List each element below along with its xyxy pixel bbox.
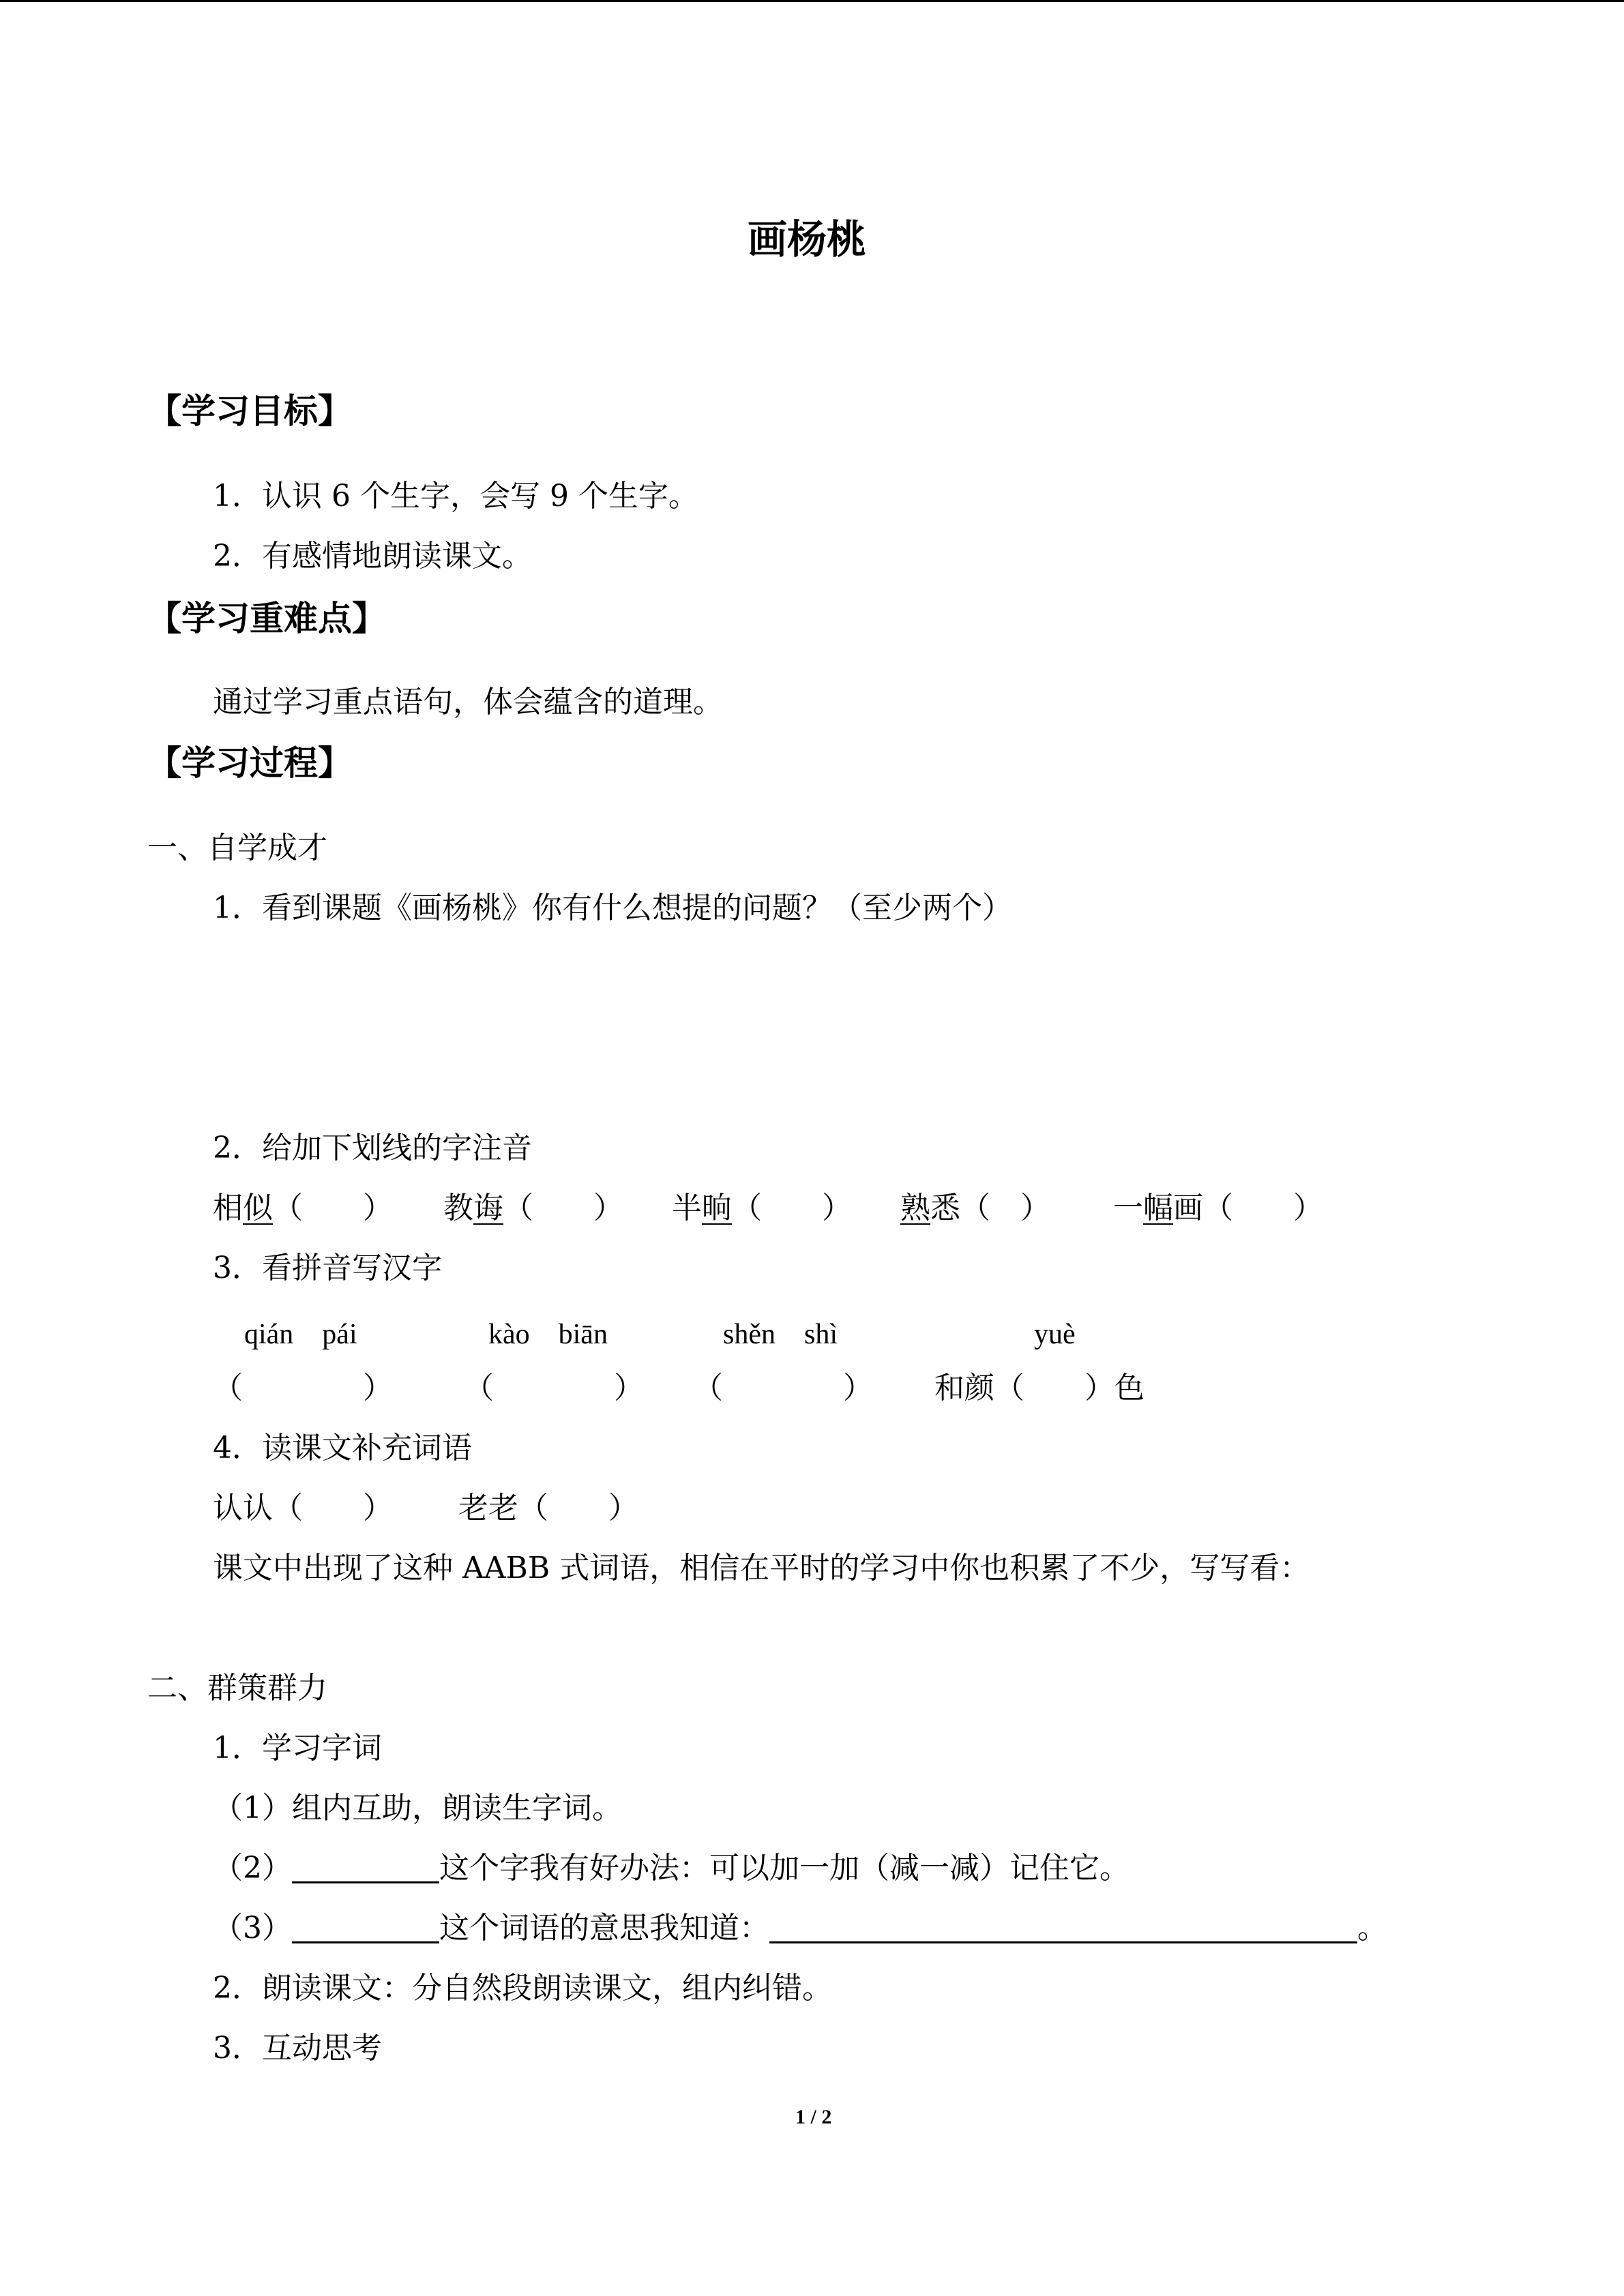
top-border: [0, 0, 1624, 2]
goal-item-1: 1．认识 6 个生字，会写 9 个生字。: [213, 479, 698, 513]
pinyin-4: yuè: [1034, 1319, 1076, 1350]
pinyin-blank-4: 和颜（ ）色: [934, 1371, 1145, 1405]
part1-q2: 2．给加下划线的字注音: [213, 1131, 532, 1165]
part1-q4: 4．读课文补充词语: [213, 1431, 472, 1465]
page-number: 1 / 2: [795, 2106, 832, 2128]
pinyin-blank-2: （ ）: [464, 1371, 644, 1405]
part2-q1-b: （2） 这个字我有好办法：可以加一加（减一减）记住它。: [213, 1851, 1130, 1885]
pinyin-2: kào biān: [488, 1319, 608, 1350]
page-title: 画杨桃: [748, 216, 867, 263]
underlined-char: 熟: [900, 1191, 930, 1225]
fill-blank-long[interactable]: [769, 1914, 1357, 1943]
pinyin-blank-1: （ ）: [213, 1371, 393, 1405]
pinyin-blank-3: （ ）: [693, 1371, 873, 1405]
q2-word-4: 熟悉（ ）: [900, 1191, 1050, 1225]
part1-title: 一、自学成才: [147, 831, 327, 865]
q2-word-3: 半晌（ ）: [672, 1191, 852, 1225]
q2-word-2: 教诲（ ）: [443, 1191, 623, 1225]
underlined-char: 诲: [473, 1191, 503, 1225]
part2-q1-a: （1）组内互助，朗读生字词。: [213, 1791, 622, 1825]
pinyin-3: shěn shì: [723, 1319, 838, 1350]
part1-q3: 3．看拼音写汉字: [213, 1251, 442, 1285]
goals-heading: 【学习目标】: [147, 391, 352, 431]
part2-q1: 1．学习字词: [213, 1731, 382, 1765]
part2-title: 二、群策群力: [147, 1671, 327, 1705]
part2-q3: 3．互动思考: [213, 2031, 382, 2066]
q4-word-1: 认认（ ）: [213, 1491, 393, 1525]
underlined-char: 晌: [702, 1191, 732, 1225]
q4-word-2: 老老（ ）: [458, 1491, 638, 1525]
part2-q1-c: （3） 这个词语的意思我知道： 。: [213, 1911, 1387, 1945]
key-points-text: 通过学习重点语句，体会蕴含的道理。: [213, 685, 723, 719]
process-heading: 【学习过程】: [147, 743, 352, 783]
part1-q1: 1．看到课题《画杨桃》你有什么想提的问题？（至少两个）: [213, 891, 1012, 925]
key-points-heading: 【学习重难点】: [147, 599, 386, 638]
fill-blank[interactable]: [292, 1854, 439, 1883]
underlined-char: 似: [243, 1191, 273, 1225]
part2-q2: 2．朗读课文：分自然段朗读课文，组内纠错。: [213, 1971, 832, 2006]
q2-word-5: 一幅画（ ）: [1113, 1191, 1323, 1225]
q4-note: 课文中出现了这种 AABB 式词语，相信在平时的学习中你也积累了不少，写写看：: [213, 1551, 1310, 1585]
fill-blank[interactable]: [292, 1914, 439, 1943]
pinyin-1: qián pái: [244, 1319, 357, 1350]
underlined-char: 幅: [1143, 1191, 1173, 1225]
goal-item-2: 2．有感情地朗读课文。: [213, 539, 532, 573]
q2-word-1: 相似（ ）: [213, 1191, 393, 1225]
